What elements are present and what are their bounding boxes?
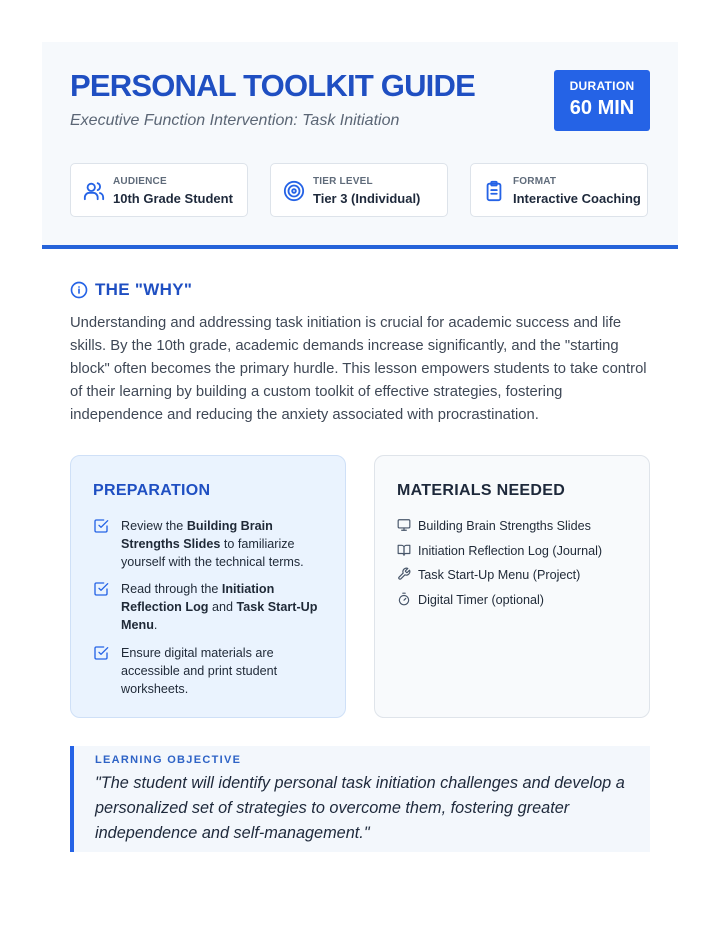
book-icon <box>397 543 411 557</box>
duration-label: DURATION <box>569 79 635 93</box>
why-heading-text: THE "WHY" <box>95 280 193 299</box>
checkbox-checked-icon <box>93 581 109 597</box>
preparation-box <box>70 455 346 718</box>
why-body-text: Understanding and addressing task initiation is crucial for academic success and life skills. By the 10th grade, academic demands increase significantly, and the "starting block" often becomes the primary hurdle. This lesson empowers students to take control of their learning by building a custom toolkit of effective strategies, fostering independence and reducing the anxiety associated with procrastination. <box>70 315 647 423</box>
duration-value: 60 MIN <box>569 97 635 119</box>
format-value: Interactive Coaching <box>513 191 641 206</box>
audience-value: 10th Grade Student <box>113 191 233 206</box>
materials-heading: MATERIALS NEEDED <box>397 482 566 499</box>
monitor-icon <box>397 518 411 532</box>
lesson-guide-page <box>42 42 678 842</box>
page-title: PERSONAL TOOLKIT GUIDE <box>70 68 475 103</box>
tier-level-label: TIER LEVEL <box>313 176 373 187</box>
preparation-item-text: Ensure digital materials are accessible and print student worksheets. <box>121 646 278 696</box>
checkbox-checked-icon <box>93 518 109 534</box>
tier-level-value: Tier 3 (Individual) <box>313 191 421 206</box>
learning-objective-label: LEARNING OBJECTIVE <box>95 754 242 766</box>
materials-item-label: Building Brain Strengths Slides <box>418 519 591 533</box>
preparation-heading: PREPARATION <box>93 482 211 499</box>
duration-badge <box>554 70 650 131</box>
materials-item-label: Task Start-Up Menu (Project) <box>418 568 581 582</box>
users-icon <box>83 180 105 202</box>
timer-icon <box>397 592 411 606</box>
preparation-item-text: Review the Building Brain Strengths Slides to familiarize yourself with the technical terms. <box>121 519 304 569</box>
tier-level-card <box>270 163 448 217</box>
preparation-item-text: Read through the Initiation Reflection Log and Task Start-Up Menu. <box>121 582 318 632</box>
audience-card <box>70 163 248 217</box>
wrench-icon <box>397 567 411 581</box>
clipboard-icon <box>483 180 505 202</box>
materials-item-label: Initiation Reflection Log (Journal) <box>418 544 603 558</box>
target-icon <box>283 180 305 202</box>
learning-objective-callout <box>70 746 650 852</box>
checkbox-checked-icon <box>93 645 109 661</box>
info-icon <box>70 281 88 299</box>
guide-header <box>42 42 678 249</box>
materials-item-label: Digital Timer (optional) <box>418 593 544 607</box>
format-label: FORMAT <box>513 176 557 187</box>
learning-objective-quote: "The student will identify personal task initiation challenges and develop a personalized set of strategies to overcome them, fostering greater independence and self-management." <box>95 774 625 842</box>
format-card <box>470 163 648 217</box>
materials-box <box>374 455 650 718</box>
page-subtitle: Executive Function Intervention: Task Initiation <box>70 112 400 129</box>
audience-label: AUDIENCE <box>113 176 167 187</box>
